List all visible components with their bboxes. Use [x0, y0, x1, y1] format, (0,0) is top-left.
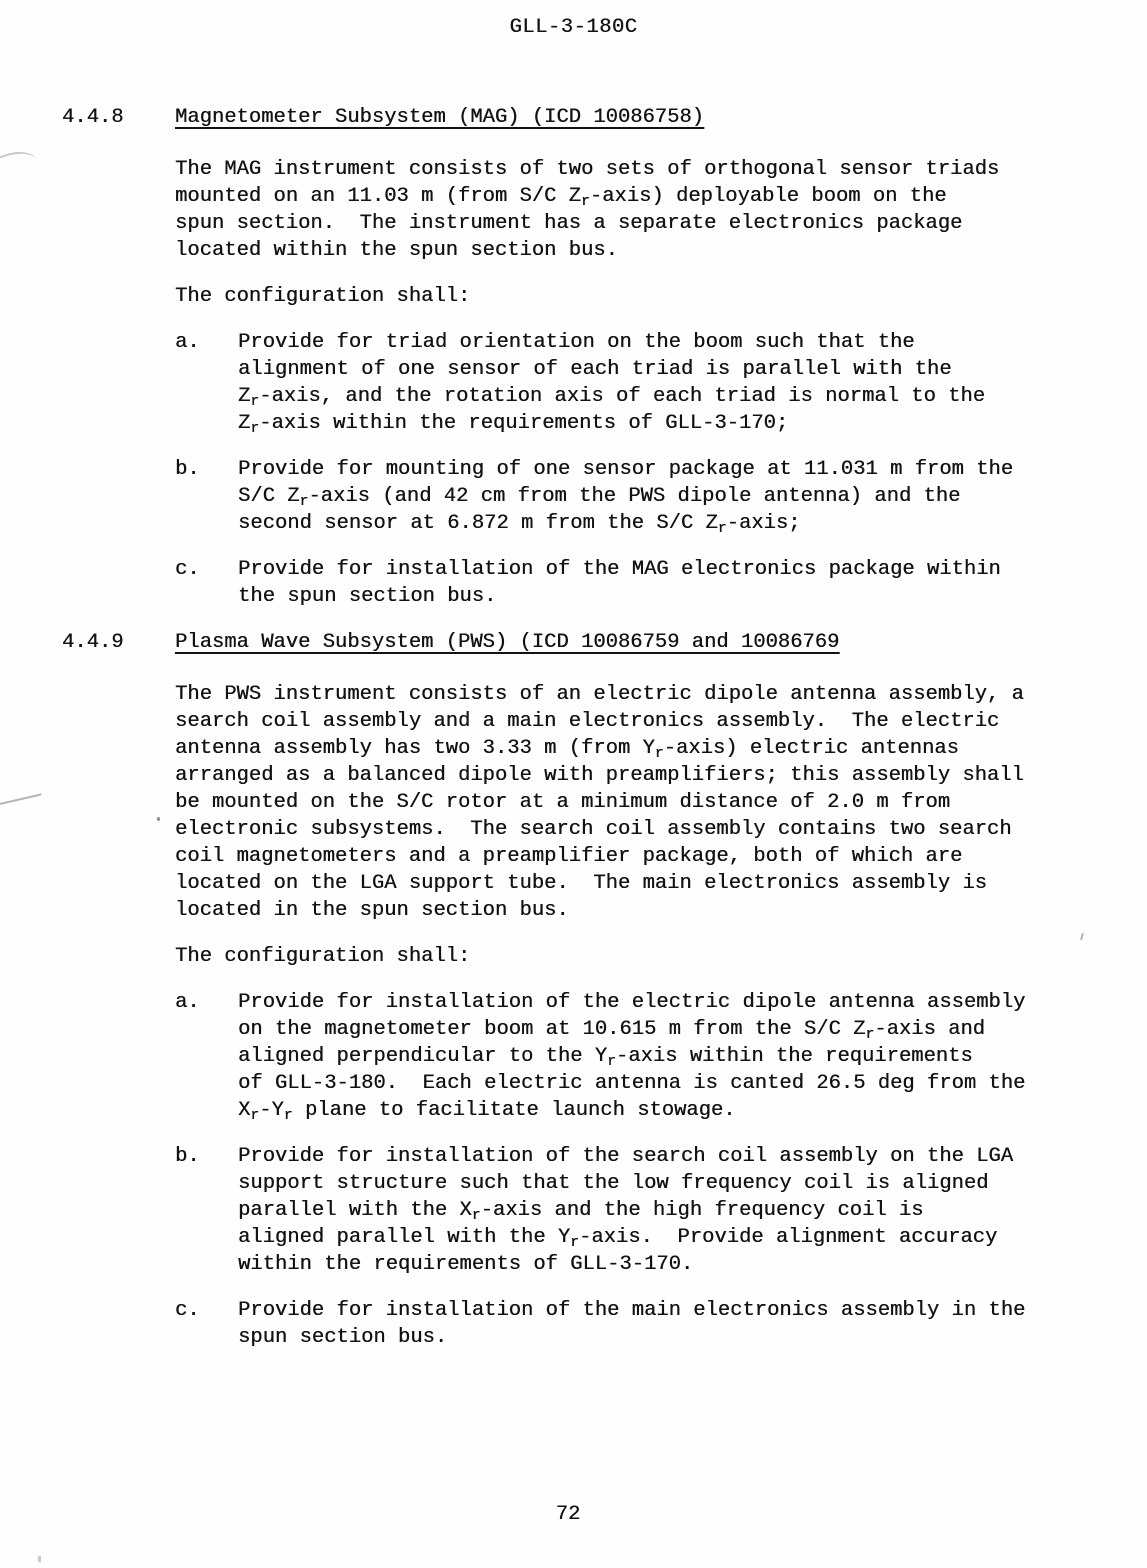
list-item-text	[238, 329, 985, 437]
section-title: Plasma Wave Subsystem (PWS) (ICD 10086759 and 10086769	[175, 631, 840, 654]
text-line: coil magnetometers and a preamplifier package, both of which are	[175, 845, 963, 868]
list-item	[175, 456, 1107, 537]
section-heading	[62, 104, 1107, 131]
section-number: 4.4.8	[62, 106, 124, 129]
document-body	[0, 104, 1147, 1351]
section	[62, 629, 1107, 1351]
list-item-text	[238, 989, 1025, 1124]
page-number: 72	[555, 1503, 581, 1526]
list-item-label: a.	[175, 991, 200, 1014]
text-line: The PWS instrument consists of an electric dipole antenna assembly, a	[175, 683, 1024, 706]
text-line: alignment of one sensor of each triad is parallel with the	[238, 358, 952, 381]
text-line: spun section bus.	[238, 1326, 448, 1349]
text-line: Provide for installation of the search coil assembly on the LGA	[238, 1145, 1014, 1168]
text-line: antenna assembly has two 3.33 m (from $Y_r-axis$) electric antennas	[175, 737, 959, 763]
list-item	[175, 329, 1107, 437]
list-item-text	[238, 456, 1013, 537]
list-item	[175, 989, 1107, 1124]
paragraph	[175, 283, 1107, 310]
section	[62, 104, 1107, 610]
text-line: $Z_r$-axis within the requirements of GLL-3-170;	[238, 412, 789, 438]
text-line: Provide for installation of the main electronics assembly in the	[238, 1299, 1026, 1322]
text-line: support structure such that the low frequency coil is aligned	[238, 1172, 989, 1195]
section-heading	[62, 629, 1107, 656]
text-line: located in the spun section bus.	[175, 899, 569, 922]
text-line: located on the LGA support tube. The main electronics assembly is	[175, 872, 987, 895]
scan-artifact-speck	[38, 1556, 41, 1562]
text-line: on the magnetometer boom at 10.615 m from the S/C $Z_r$-axis and	[238, 1018, 985, 1044]
text-line: $Z_r$-axis, and the rotation axis of each triad is normal to the	[238, 385, 985, 411]
list-item	[175, 1297, 1107, 1351]
text-line: search coil assembly and a main electronics assembly. The electric	[175, 710, 1000, 733]
list-item-text	[238, 1143, 1013, 1278]
list-item-label: c.	[175, 1299, 200, 1322]
list-item-text	[238, 1297, 1025, 1351]
text-line: within the requirements of GLL-3-170.	[238, 1253, 694, 1276]
text-line: parallel with the $X_r$-axis and the high frequency coil is	[238, 1199, 924, 1225]
text-line: aligned perpendicular to the $Y_r$-axis within the requirements	[238, 1045, 973, 1071]
text-line: aligned parallel with the $Y_r$-axis. Provide alignment accuracy	[238, 1226, 998, 1252]
text-line: the spun section bus.	[238, 585, 497, 608]
text-line: second sensor at 6.872 m from the S/C $Z_r$-axis;	[238, 512, 801, 538]
text-line: Provide for mounting of one sensor package at 11.031 m from the	[238, 458, 1014, 481]
text-line: Provide for installation of the MAG electronics package within	[238, 558, 1001, 581]
text-line: located within the spun section bus.	[175, 239, 618, 262]
paragraph	[175, 943, 1107, 970]
text-line: be mounted on the S/C rotor at a minimum distance of 2.0 m from	[175, 791, 951, 814]
text-line: mounted on an 11.03 m (from S/C $Z_r-axis$) deployable boom on the	[175, 185, 947, 211]
list-item-label: b.	[175, 458, 200, 481]
section-number: 4.4.9	[62, 631, 124, 654]
list-item-label: b.	[175, 1145, 200, 1168]
text-line: of GLL-3-180. Each electric antenna is canted 26.5 deg from the	[238, 1072, 1026, 1095]
text-line: arranged as a balanced dipole with preamplifiers; this assembly shall	[175, 764, 1024, 787]
text-line: spun section. The instrument has a separate electronics package	[175, 212, 963, 235]
text-line: $X_r-Y_r$ plane to facilitate launch stowage.	[238, 1099, 736, 1125]
text-line: The MAG instrument consists of two sets of orthogonal sensor triads	[175, 158, 1000, 181]
text-line: Provide for triad orientation on the boom such that the	[238, 331, 915, 354]
text-line: The configuration shall:	[175, 945, 471, 968]
list-item	[175, 556, 1107, 610]
list-item	[175, 1143, 1107, 1278]
text-line: S/C $Z_r$-axis (and 42 cm from the PWS dipole antenna) and the	[238, 485, 961, 511]
text-line: The configuration shall:	[175, 285, 471, 308]
list-item-label: c.	[175, 558, 200, 581]
list-item-label: a.	[175, 331, 200, 354]
paragraph	[175, 156, 1107, 264]
section-title: Magnetometer Subsystem (MAG) (ICD 10086758)	[175, 106, 704, 129]
text-line: Provide for installation of the electric dipole antenna assembly	[238, 991, 1026, 1014]
list-item-text	[238, 556, 1001, 610]
text-line: electronic subsystems. The search coil assembly contains two search	[175, 818, 1012, 841]
paragraph	[175, 681, 1107, 924]
document-id-header: GLL-3-180C	[509, 16, 638, 39]
